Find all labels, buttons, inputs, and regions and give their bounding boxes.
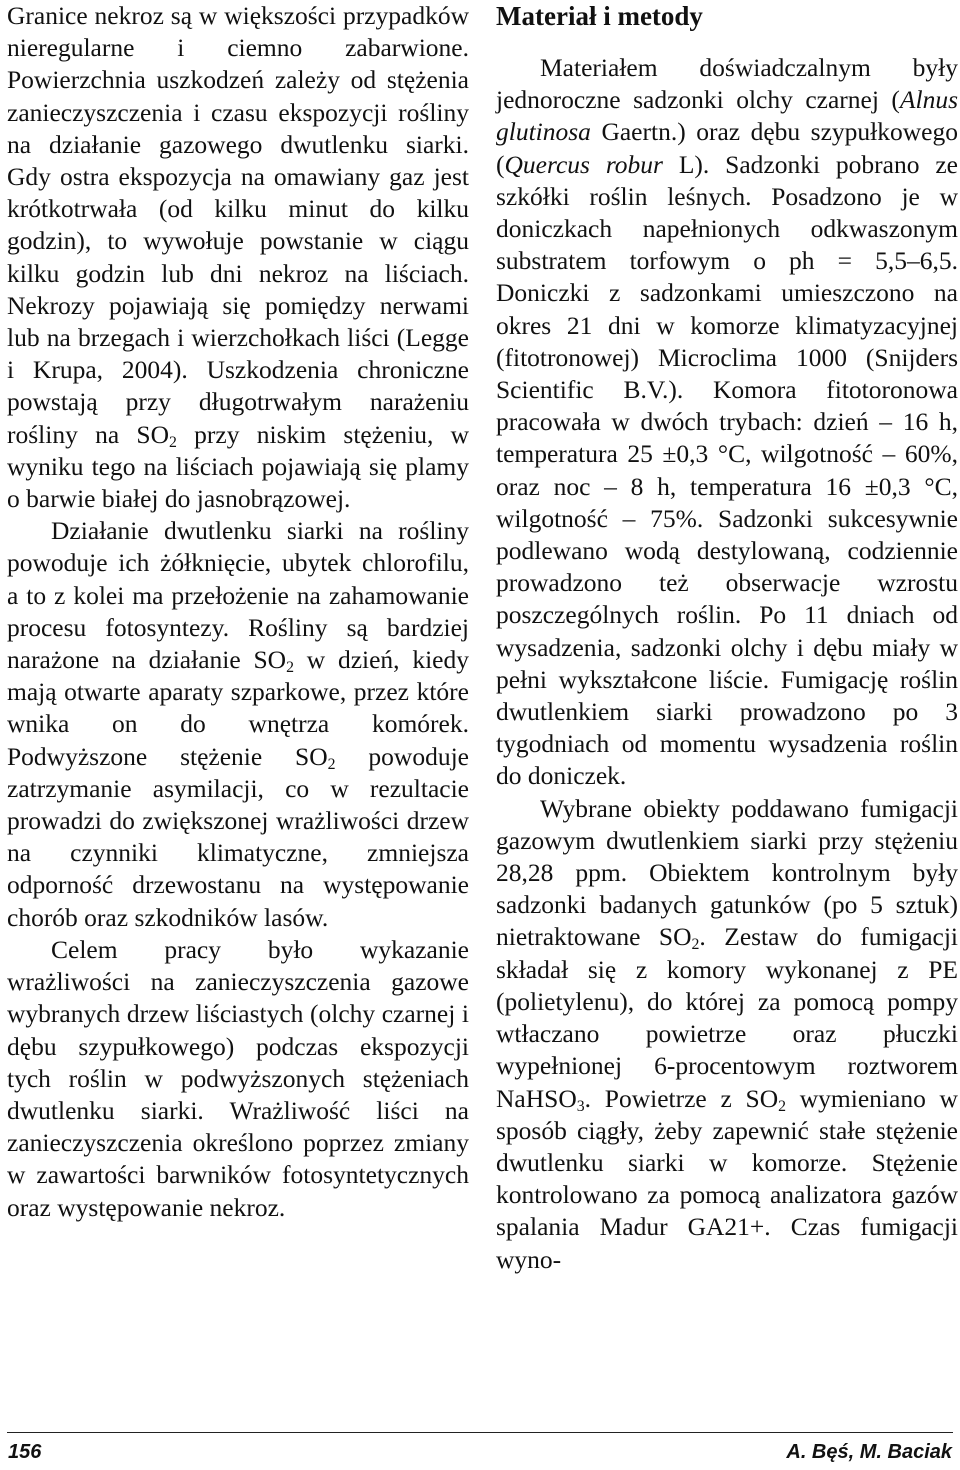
right-column: [496, 0, 958, 1276]
left-column: [7, 0, 469, 1224]
page-number: 156: [8, 1441, 42, 1463]
paragraph-study-aim: Celem pracy było wykazanie wrażliwości na zanieczyszczenia gazowe wybranych drzew liściastych (olchy czarnej i dębu szypułkowego) podczas ekspozycji tych roślin w podwyższonych stężeniach dwutlenku siarki. Wrażliwość liści na zanieczyszczenia określono poprzez zmiany w zawartości barwników fotosyntetycznych oraz występowanie nekroz.: [7, 934, 469, 1222]
section-heading: Materiał i metody: [496, 1, 703, 31]
paragraph-fumigation: Wybrane obiekty poddawano fumigacji gazowym dwutlenkiem siarki przy stężeniu 28,28 ppm. Obiektem kontrolnym były sadzonki badanych gatunków (po 5 sztuk) nietraktowane $SO_2$. Zestaw do fumigacji składał się z komory wykonanej z PE (polietylenu), do której za pomocą pompy wtłaczano powietrze oraz płuczki wypełnionej 6-procentowym roztworem NaHSO$_3$. Powietrze z $SO_2$ wymieniano w sposób ciągły, żeby zapewnić stałe stężenie dwutlenku siarki w komorze. Stężenie kontrolowano za pomocą analizatora gazów spalania Madur GA21+. Czas fumigacji wyno-: [496, 793, 959, 1274]
running-authors: A. Bęś, M. Baciak: [786, 1441, 952, 1463]
paragraph-necrosis-description: Granice nekroz są w większości przypadków nieregularne i ciemno zabarwione. Powierzchnia uszkodzeń zależy od stężenia zanieczyszczenia i czasu ekspozycji rośliny na działanie gazowego dwutlenku siarki. Gdy ostra ekspozycja na omawiany gaz jest krótkotrwała (od kilku minut do kilku godzin), to wywołuje powstanie w ciągu kilku godzin lub dni nekroz na liściach. Nekrozy pojawiają się pomiędzy nerwami lub na brzegach i wierzchołkach liści (Legge i Krupa, 2004). Uszkodzenia chroniczne powstają przy długotrwałym narażeniu rośliny na $SO_2$ przy niskim stężeniu, w wyniku tego na liściach pojawiają się plamy o barwie białej do jasnobrązowej.: [7, 1, 470, 514]
footer-divider: [7, 1432, 953, 1433]
paragraph-materials: Materiałem doświadczalnym były jednoroczne sadzonki olchy czarnej (Alnus glutinosa Gaertn.) oraz dębu szypułkowego (Quercus robur L). Sadzonki pobrano ze szkółki roślin leśnych. Posadzono je w doniczkach napełnionych odkwaszonym substratem torfowym o ph = 5,5–6,5. Doniczki z sadzonkami umieszczono na okres 21 dni w komorze klimatyzacyjnej (fitotronowej) Microclima 1000 (Snijders Scientific B.V.). Komora fitotoronowa pracowała w dwóch trybach: dzień – 16 h, temperatura 25 ±0,3 °C, wilgotność – 60%, oraz noc – 8 h, temperatura 16 ±0,3 °C, wilgotność – 75%. Sadzonki sukcesywnie podlewano wodą destylowaną, codziennie prowadzono też obserwacje wzrostu poszczególnych roślin. Po 11 dniach od wysadzenia, sadzonki olchy i dębu miały w pełni wykształcone liście. Fumigację roślin dwutlenkiem siarki prowadzono po 3 tygodniach od momentu wysadzenia roślin do doniczek.: [496, 53, 959, 791]
paragraph-so2-effects: Działanie dwutlenku siarki na rośliny powoduje ich żółknięcie, ubytek chlorofilu, a to z kolei ma przełożenie na zahamowanie procesu fotosyntezy. Rośliny są bardziej narażone na działanie $SO_2$ w dzień, kiedy mają otwarte aparaty szparkowe, przez które wnika on do wnętrza komórek. Podwyższone stężenie $SO_2$ powoduje zatrzymanie asymilacji, co w rezultacie prowadzi do zwiększonej wrażliwości drzew na czynniki klimatyczne, zmniejsza odporność drzewostanu na występowanie chorób oraz szkodników lasów.: [7, 516, 469, 932]
